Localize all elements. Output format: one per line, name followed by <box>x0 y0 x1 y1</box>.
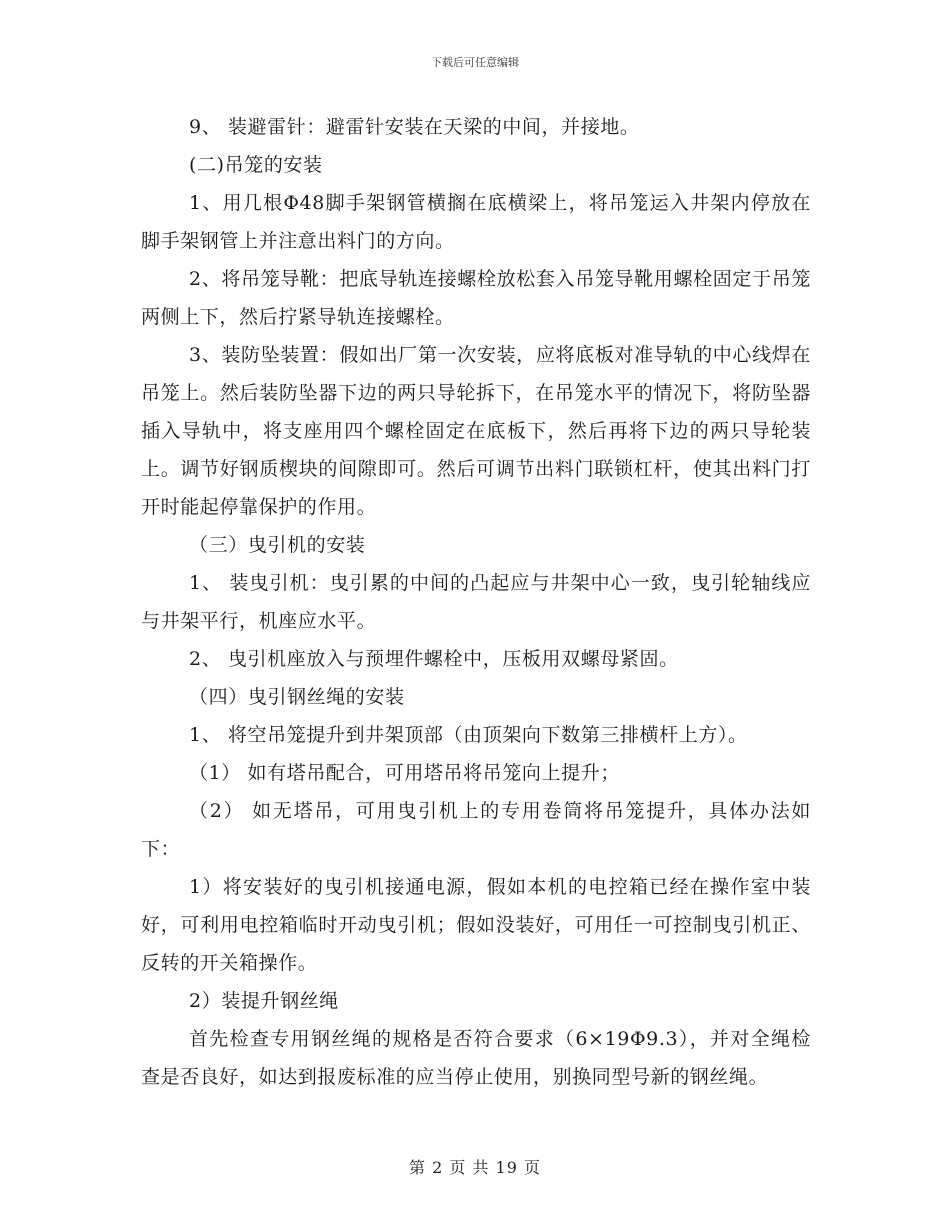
section-heading-cage-install: (二)吊笼的安装 <box>189 154 323 176</box>
section-heading-traction-machine: （三）曳引机的安装 <box>189 534 366 556</box>
paragraph-traction-step-1: 1、 装曳引机：曳引累的中间的凸起应与井架中心一致，曳引轮轴线应与井架平行，机座应水平。 <box>141 572 811 632</box>
section-heading-wire-rope: （四）曳引钢丝绳的安装 <box>189 686 405 708</box>
paragraph-cage-step-1: 1、用几根Φ48脚手架钢管横搁在底横梁上，将吊笼运入井架内停放在脚手架钢管上并注意出料门的方向。 <box>141 192 811 252</box>
paragraph-wire-substep-1: 1）将安装好的曳引机接通电源，假如本机的电控箱已经在操作室中装好，可利用电控箱临时开动曳引机；假如没装好，可用任一可控制曳引机正、反转的开关箱操作。 <box>141 876 811 974</box>
paragraph-wire-inspection: 首先检查专用钢丝绳的规格是否符合要求（6×19Φ9.3），并对全绳检查是否良好，如达到报废标准的应当停止使用，别换同型号新的钢丝绳。 <box>141 1028 811 1088</box>
paragraph-wire-substep-2: 2）装提升钢丝绳 <box>189 990 339 1012</box>
page-footer: 第 2 页 共 19 页 <box>409 1158 541 1177</box>
document-body <box>141 108 811 1096</box>
paragraph-wire-option-2: （2） 如无塔吊，可用曳引机上的专用卷筒将吊笼提升，具体办法如下： <box>141 800 811 860</box>
page-header: 下载后可任意编辑 <box>431 56 519 69</box>
paragraph-wire-option-1: （1） 如有塔吊配合，可用塔吊将吊笼向上提升； <box>189 762 620 784</box>
paragraph-lightning-rod: 9、 装避雷针：避雷针安装在天梁的中间，并接地。 <box>189 116 640 138</box>
paragraph-traction-step-2: 2、 曳引机座放入与预埋件螺栓中，压板用双螺母紧固。 <box>189 648 679 670</box>
paragraph-cage-step-2: 2、将吊笼导靴：把底导轨连接螺栓放松套入吊笼导靴用螺栓固定于吊笼两侧上下，然后拧紧导轨连接螺栓。 <box>141 268 811 328</box>
paragraph-cage-step-3: 3、装防坠装置：假如出厂第一次安装，应将底板对准导轨的中心线焊在吊笼上。然后装防坠器下边的两只导轮拆下，在吊笼水平的情况下，将防坠器插入导轨中，将支座用四个螺栓固定在底板下，然后再将下边的两只导轮装上。调节好钢质楔块的间隙即可。然后可调节出料门联锁杠杆，使其出料门打开时能起停靠保护的作用。 <box>141 344 811 518</box>
paragraph-wire-step-1: 1、 将空吊笼提升到井架顶部（由顶架向下数第三排横杆上方）。 <box>189 724 748 746</box>
